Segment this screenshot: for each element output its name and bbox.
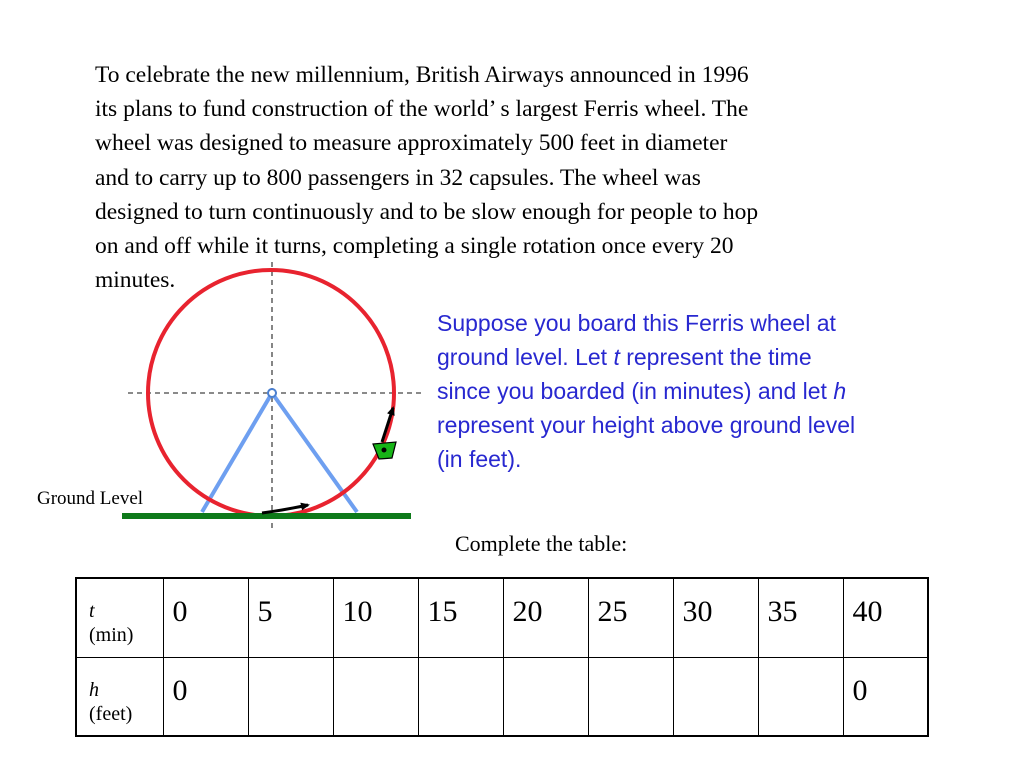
table-instruction: Complete the table: — [455, 531, 628, 556]
wheel-hub — [268, 389, 276, 397]
table-cell[interactable] — [673, 657, 758, 736]
problem-statement — [437, 306, 977, 476]
intro-line: wheel was designed to measure approximately 500 feet in diameter — [95, 130, 728, 157]
statement-line: (in feet). — [437, 446, 522, 472]
intro-line: minutes. — [95, 267, 176, 294]
var-label: t — [89, 600, 95, 622]
table-cell[interactable] — [503, 657, 588, 736]
statement-text: ground level. Let — [437, 344, 614, 370]
intro-line: To celebrate the new millennium, British Airways announced in 1996 — [95, 62, 749, 88]
table-row-h — [76, 657, 928, 736]
passenger-dot — [382, 448, 387, 453]
table-cell[interactable]: 0 — [843, 657, 928, 736]
table-cell: 10 — [333, 578, 418, 657]
table-cell[interactable] — [248, 657, 333, 736]
row-header-t — [76, 578, 163, 657]
table-cell[interactable] — [418, 657, 503, 736]
table-cell[interactable] — [588, 657, 673, 736]
table-cell[interactable] — [758, 657, 843, 736]
variable-h: h — [833, 378, 847, 404]
table-cell: 30 — [673, 578, 758, 657]
unit-label: (min) — [89, 624, 134, 646]
intro-line: its plans to fund construction of the world’ s largest Ferris wheel. The — [95, 96, 749, 123]
var-label: h — [89, 678, 99, 701]
table-cell: 20 — [503, 578, 588, 657]
statement-line — [437, 340, 977, 374]
intro-line: and to carry up to 800 passengers in 32 capsules. The wheel was — [95, 164, 701, 191]
values-table — [75, 577, 929, 737]
intro-line: on and off while it turns, completing a single rotation once every 20 — [95, 233, 734, 260]
table-cell: 0 — [163, 578, 248, 657]
statement-line: Suppose you board this Ferris wheel at — [437, 310, 836, 336]
table-row-t — [76, 578, 928, 657]
ground-level-label: Ground Level — [37, 488, 144, 509]
intro-line: designed to turn continuously and to be slow enough for people to hop — [95, 198, 759, 225]
row-header-h — [76, 657, 163, 736]
statement-text: represent the time — [619, 344, 812, 370]
variable-t: t — [613, 344, 620, 370]
left-support — [202, 393, 272, 512]
table-cell: 15 — [418, 578, 503, 657]
statement-line — [437, 374, 977, 408]
table-cell: 40 — [843, 578, 928, 657]
table-cell[interactable]: 0 — [163, 657, 248, 736]
statement-line: represent your height above ground level — [437, 412, 856, 438]
unit-label: (feet) — [89, 702, 133, 725]
table-cell: 5 — [248, 578, 333, 657]
table-cell: 35 — [758, 578, 843, 657]
table-cell[interactable] — [333, 657, 418, 736]
table-cell: 25 — [588, 578, 673, 657]
statement-text: since you boarded (in minutes) and let — [437, 378, 834, 404]
